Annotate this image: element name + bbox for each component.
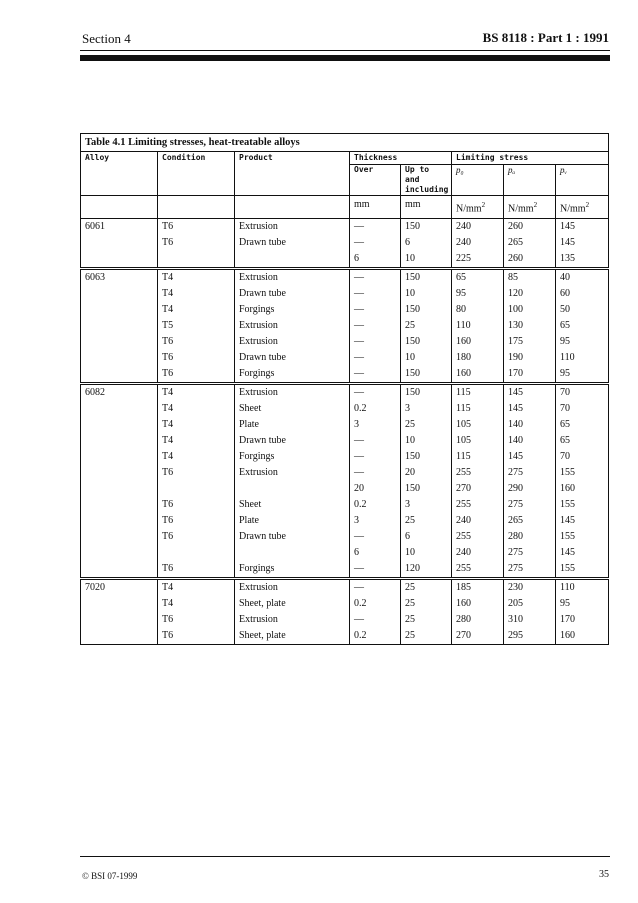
cell-over: — xyxy=(350,302,401,318)
cell-upto: 25 xyxy=(401,596,452,612)
cell-po: 65 xyxy=(452,269,504,287)
cell-pv: 65 xyxy=(556,417,609,433)
cell-po: 255 xyxy=(452,465,504,481)
cell-pv: 60 xyxy=(556,286,609,302)
table-row xyxy=(81,401,609,417)
cell-product: Plate xyxy=(235,513,350,529)
cell-over: 3 xyxy=(350,417,401,433)
cell-pv: 110 xyxy=(556,579,609,597)
cell-over: — xyxy=(350,318,401,334)
col-po: p₀ xyxy=(452,165,504,196)
table-row xyxy=(81,433,609,449)
table-row xyxy=(81,219,609,236)
cell-po: 95 xyxy=(452,286,504,302)
cell-alloy xyxy=(81,449,158,465)
cell-over: — xyxy=(350,286,401,302)
cell-pv: 70 xyxy=(556,401,609,417)
table-title: Table 4.1 Limiting stresses, heat-treatable alloys xyxy=(81,134,609,152)
cell-po: 115 xyxy=(452,384,504,402)
cell-condition: T4 xyxy=(158,417,235,433)
cell-pv: 95 xyxy=(556,334,609,350)
cell-po: 240 xyxy=(452,513,504,529)
cell-product: Forgings xyxy=(235,449,350,465)
cell-pv: 155 xyxy=(556,465,609,481)
cell-upto: 25 xyxy=(401,628,452,645)
unit-pv: $N/mm^2$ xyxy=(556,196,609,219)
cell-pv: 155 xyxy=(556,497,609,513)
table-row xyxy=(81,529,609,545)
cell-alloy xyxy=(81,433,158,449)
cell-pa: 190 xyxy=(504,350,556,366)
unit-pa: $N/mm^2$ xyxy=(504,196,556,219)
cell-po: 280 xyxy=(452,612,504,628)
cell-condition: T4 xyxy=(158,384,235,402)
table-row xyxy=(81,545,609,561)
cell-condition: T4 xyxy=(158,579,235,597)
table-row xyxy=(81,481,609,497)
cell-po: 185 xyxy=(452,579,504,597)
cell-condition: T4 xyxy=(158,401,235,417)
cell-condition: T6 xyxy=(158,561,235,579)
copyright: © BSI 07-1999 xyxy=(82,871,138,881)
table-row xyxy=(81,384,609,402)
cell-upto: 150 xyxy=(401,334,452,350)
cell-product: Sheet, plate xyxy=(235,628,350,645)
cell-condition: T6 xyxy=(158,529,235,545)
cell-upto: 25 xyxy=(401,612,452,628)
cell-upto: 3 xyxy=(401,497,452,513)
cell-po: 80 xyxy=(452,302,504,318)
cell-upto: 150 xyxy=(401,302,452,318)
cell-alloy xyxy=(81,350,158,366)
cell-over: 6 xyxy=(350,251,401,269)
cell-alloy xyxy=(81,465,158,481)
cell-pa: 275 xyxy=(504,561,556,579)
cell-over: — xyxy=(350,465,401,481)
cell-product: Extrusion xyxy=(235,334,350,350)
table-body xyxy=(81,219,609,645)
cell-condition: T6 xyxy=(158,612,235,628)
col-pa: pₐ xyxy=(504,165,556,196)
cell-over: — xyxy=(350,529,401,545)
col-condition: Condition xyxy=(158,152,235,165)
cell-upto: 150 xyxy=(401,219,452,236)
cell-over: 3 xyxy=(350,513,401,529)
cell-over: — xyxy=(350,612,401,628)
cell-upto: 150 xyxy=(401,366,452,384)
cell-pa: 175 xyxy=(504,334,556,350)
cell-condition: T4 xyxy=(158,449,235,465)
cell-upto: 25 xyxy=(401,513,452,529)
cell-product: Forgings xyxy=(235,302,350,318)
section-label: Section 4 xyxy=(82,31,131,46)
cell-product: Drawn tube xyxy=(235,433,350,449)
cell-alloy xyxy=(81,286,158,302)
cell-upto: 150 xyxy=(401,269,452,287)
cell-product xyxy=(235,251,350,269)
cell-po: 105 xyxy=(452,433,504,449)
cell-pa: 140 xyxy=(504,417,556,433)
table-row xyxy=(81,251,609,269)
cell-alloy: 6061 xyxy=(81,219,158,236)
table-row xyxy=(81,286,609,302)
col-over: Over xyxy=(350,165,401,196)
cell-alloy xyxy=(81,302,158,318)
cell-product: Forgings xyxy=(235,366,350,384)
cell-alloy xyxy=(81,596,158,612)
cell-over: 6 xyxy=(350,545,401,561)
cell-pa: 145 xyxy=(504,449,556,465)
cell-pa: 140 xyxy=(504,433,556,449)
cell-over: — xyxy=(350,561,401,579)
cell-upto: 150 xyxy=(401,449,452,465)
cell-condition: T4 xyxy=(158,433,235,449)
col-product: Product xyxy=(235,152,350,165)
cell-upto: 10 xyxy=(401,433,452,449)
col-thickness: Thickness xyxy=(350,152,452,165)
col-pv: pᵥ xyxy=(556,165,609,196)
cell-alloy xyxy=(81,235,158,251)
cell-pv: 65 xyxy=(556,318,609,334)
cell-alloy xyxy=(81,545,158,561)
cell-po: 270 xyxy=(452,628,504,645)
cell-po: 180 xyxy=(452,350,504,366)
cell-alloy xyxy=(81,366,158,384)
cell-over: 0.2 xyxy=(350,596,401,612)
cell-po: 255 xyxy=(452,561,504,579)
cell-pa: 260 xyxy=(504,219,556,236)
cell-po: 105 xyxy=(452,417,504,433)
cell-upto: 25 xyxy=(401,579,452,597)
cell-product: Extrusion xyxy=(235,465,350,481)
cell-po: 270 xyxy=(452,481,504,497)
cell-over: — xyxy=(350,235,401,251)
cell-product: Extrusion xyxy=(235,318,350,334)
cell-condition: T6 xyxy=(158,334,235,350)
cell-po: 160 xyxy=(452,334,504,350)
cell-product: Drawn tube xyxy=(235,286,350,302)
cell-condition: T4 xyxy=(158,302,235,318)
table-row xyxy=(81,350,609,366)
cell-over: — xyxy=(350,433,401,449)
cell-product: Extrusion xyxy=(235,579,350,597)
cell-over: 20 xyxy=(350,481,401,497)
cell-product: Sheet xyxy=(235,401,350,417)
cell-condition: T5 xyxy=(158,318,235,334)
table-row xyxy=(81,513,609,529)
cell-condition: T6 xyxy=(158,366,235,384)
cell-pa: 290 xyxy=(504,481,556,497)
cell-pv: 40 xyxy=(556,269,609,287)
unit-po: $N/mm^2$ xyxy=(452,196,504,219)
cell-upto: 25 xyxy=(401,417,452,433)
table-row xyxy=(81,628,609,645)
standard-reference: BS 8118 : Part 1 : 1991 xyxy=(482,30,609,45)
cell-alloy xyxy=(81,417,158,433)
cell-pv: 50 xyxy=(556,302,609,318)
cell-upto: 10 xyxy=(401,545,452,561)
cell-po: 225 xyxy=(452,251,504,269)
cell-pv: 160 xyxy=(556,628,609,645)
cell-upto: 120 xyxy=(401,561,452,579)
cell-alloy: 6063 xyxy=(81,269,158,287)
cell-pv: 135 xyxy=(556,251,609,269)
cell-alloy xyxy=(81,612,158,628)
cell-pa: 85 xyxy=(504,269,556,287)
col-limiting-stress: Limiting stress xyxy=(452,152,609,165)
cell-pv: 145 xyxy=(556,235,609,251)
cell-product: Drawn tube xyxy=(235,529,350,545)
cell-pv: 110 xyxy=(556,350,609,366)
cell-pv: 170 xyxy=(556,612,609,628)
col-alloy: Alloy xyxy=(81,152,158,165)
header-rule-thin xyxy=(80,50,610,51)
cell-product: Drawn tube xyxy=(235,235,350,251)
cell-upto: 3 xyxy=(401,401,452,417)
cell-over: — xyxy=(350,350,401,366)
cell-pa: 280 xyxy=(504,529,556,545)
cell-pa: 275 xyxy=(504,545,556,561)
cell-pv: 155 xyxy=(556,529,609,545)
table-row xyxy=(81,612,609,628)
cell-condition: T6 xyxy=(158,497,235,513)
cell-condition xyxy=(158,251,235,269)
cell-pa: 265 xyxy=(504,513,556,529)
cell-alloy: 6082 xyxy=(81,384,158,402)
cell-pv: 70 xyxy=(556,384,609,402)
cell-condition: T6 xyxy=(158,513,235,529)
cell-upto: 150 xyxy=(401,481,452,497)
table-row xyxy=(81,269,609,287)
table-row xyxy=(81,366,609,384)
cell-po: 160 xyxy=(452,596,504,612)
table-row xyxy=(81,235,609,251)
cell-over: — xyxy=(350,334,401,350)
cell-alloy xyxy=(81,401,158,417)
cell-product: Sheet xyxy=(235,497,350,513)
cell-over: — xyxy=(350,269,401,287)
cell-product: Drawn tube xyxy=(235,350,350,366)
cell-pa: 145 xyxy=(504,401,556,417)
cell-po: 240 xyxy=(452,235,504,251)
cell-alloy xyxy=(81,251,158,269)
cell-over: — xyxy=(350,384,401,402)
table-row xyxy=(81,334,609,350)
cell-product: Extrusion xyxy=(235,219,350,236)
cell-alloy xyxy=(81,529,158,545)
cell-alloy xyxy=(81,628,158,645)
table-row xyxy=(81,497,609,513)
cell-po: 255 xyxy=(452,529,504,545)
col-up-to: Up to and including xyxy=(401,165,452,196)
cell-po: 160 xyxy=(452,366,504,384)
cell-pa: 145 xyxy=(504,384,556,402)
table-row xyxy=(81,561,609,579)
cell-pa: 310 xyxy=(504,612,556,628)
cell-pv: 70 xyxy=(556,449,609,465)
cell-condition: T6 xyxy=(158,628,235,645)
cell-condition: T4 xyxy=(158,286,235,302)
cell-product: Sheet, plate xyxy=(235,596,350,612)
cell-over: 0.2 xyxy=(350,401,401,417)
cell-po: 110 xyxy=(452,318,504,334)
cell-pv: 145 xyxy=(556,545,609,561)
table-row xyxy=(81,318,609,334)
cell-condition xyxy=(158,481,235,497)
unit-up-to: mm xyxy=(401,196,452,219)
cell-upto: 150 xyxy=(401,384,452,402)
cell-upto: 20 xyxy=(401,465,452,481)
cell-pa: 295 xyxy=(504,628,556,645)
cell-pa: 265 xyxy=(504,235,556,251)
table-row xyxy=(81,465,609,481)
table-row xyxy=(81,449,609,465)
cell-alloy xyxy=(81,513,158,529)
cell-condition: T4 xyxy=(158,269,235,287)
cell-product: Extrusion xyxy=(235,384,350,402)
table-row xyxy=(81,302,609,318)
cell-over: — xyxy=(350,579,401,597)
footer-rule xyxy=(80,856,610,857)
cell-upto: 25 xyxy=(401,318,452,334)
cell-po: 115 xyxy=(452,449,504,465)
cell-pa: 205 xyxy=(504,596,556,612)
cell-upto: 10 xyxy=(401,350,452,366)
cell-product: Forgings xyxy=(235,561,350,579)
cell-pv: 95 xyxy=(556,596,609,612)
table-row xyxy=(81,596,609,612)
cell-product: Extrusion xyxy=(235,612,350,628)
cell-pa: 130 xyxy=(504,318,556,334)
unit-over: mm xyxy=(350,196,401,219)
cell-alloy xyxy=(81,497,158,513)
cell-upto: 6 xyxy=(401,529,452,545)
cell-over: 0.2 xyxy=(350,497,401,513)
cell-pv: 145 xyxy=(556,219,609,236)
cell-condition: T4 xyxy=(158,596,235,612)
cell-pa: 170 xyxy=(504,366,556,384)
cell-pv: 95 xyxy=(556,366,609,384)
cell-po: 115 xyxy=(452,401,504,417)
cell-condition: T6 xyxy=(158,465,235,481)
cell-po: 240 xyxy=(452,219,504,236)
cell-condition: T6 xyxy=(158,235,235,251)
cell-pv: 65 xyxy=(556,433,609,449)
cell-product: Extrusion xyxy=(235,269,350,287)
cell-alloy xyxy=(81,481,158,497)
cell-product xyxy=(235,481,350,497)
cell-product xyxy=(235,545,350,561)
cell-over: — xyxy=(350,449,401,465)
cell-pv: 160 xyxy=(556,481,609,497)
cell-upto: 6 xyxy=(401,235,452,251)
cell-pa: 275 xyxy=(504,465,556,481)
cell-product: Plate xyxy=(235,417,350,433)
cell-alloy xyxy=(81,561,158,579)
cell-pa: 120 xyxy=(504,286,556,302)
cell-over: — xyxy=(350,366,401,384)
cell-alloy xyxy=(81,334,158,350)
table-row xyxy=(81,579,609,597)
cell-pv: 145 xyxy=(556,513,609,529)
table-row xyxy=(81,417,609,433)
cell-po: 255 xyxy=(452,497,504,513)
header-rule-thick xyxy=(80,55,610,61)
cell-over: 0.2 xyxy=(350,628,401,645)
cell-pa: 260 xyxy=(504,251,556,269)
cell-pa: 230 xyxy=(504,579,556,597)
cell-pa: 100 xyxy=(504,302,556,318)
cell-pa: 275 xyxy=(504,497,556,513)
limiting-stresses-table xyxy=(80,133,609,645)
cell-po: 240 xyxy=(452,545,504,561)
cell-condition xyxy=(158,545,235,561)
cell-over: — xyxy=(350,219,401,236)
cell-condition: T6 xyxy=(158,219,235,236)
cell-pv: 155 xyxy=(556,561,609,579)
cell-alloy xyxy=(81,318,158,334)
page-number: 35 xyxy=(599,869,609,880)
cell-upto: 10 xyxy=(401,286,452,302)
cell-condition: T6 xyxy=(158,350,235,366)
cell-upto: 10 xyxy=(401,251,452,269)
cell-alloy: 7020 xyxy=(81,579,158,597)
